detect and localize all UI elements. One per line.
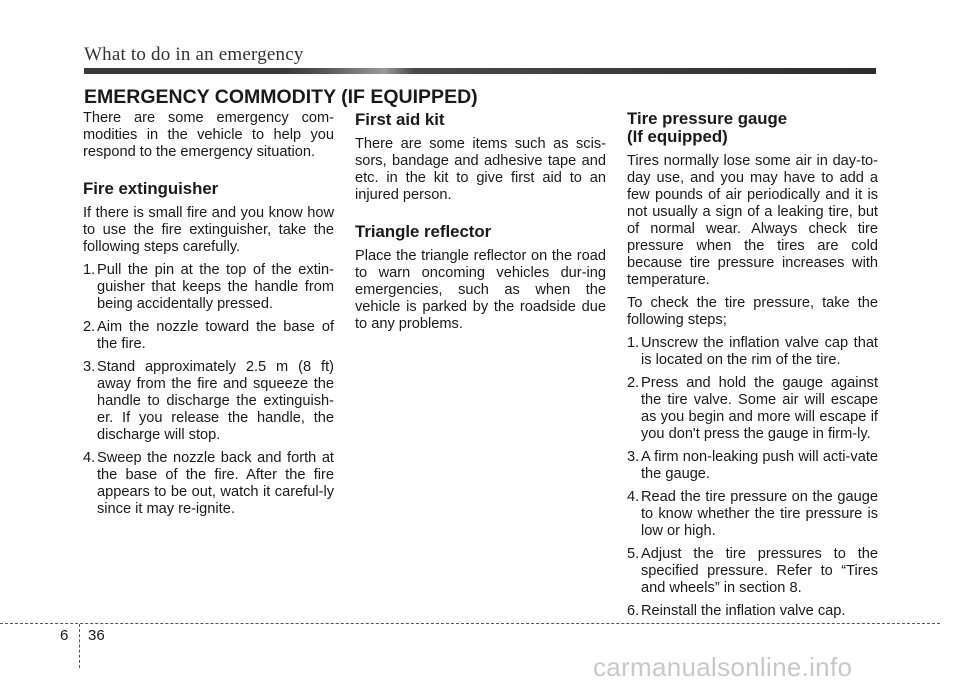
intro-paragraph: There are some emergency com-modities in the vehicle to help you respond to the emergency situation.: [83, 110, 334, 160]
page-number: 36: [88, 627, 105, 644]
step-number: 4.: [627, 489, 640, 505]
step-number: 6.: [627, 603, 640, 619]
step-text: Adjust the tire pressures to the specified pressure. Refer to “Tires and wheels” in section 8.: [641, 546, 878, 596]
header-rule: [84, 68, 876, 74]
triangle-reflector-heading: Triangle reflector: [355, 222, 492, 241]
list-item: [627, 375, 878, 443]
fire-extinguisher-text: If there is small fire and you know how to use the fire extinguisher, take the following steps carefully.: [83, 205, 334, 255]
fire-extinguisher-steps: [83, 262, 334, 518]
step-number: 4.: [83, 450, 96, 466]
tire-pressure-gauge-heading-line1: Tire pressure gauge: [627, 109, 788, 128]
list-item: [83, 319, 334, 353]
list-item: [627, 449, 878, 483]
step-text: Unscrew the inflation valve cap that is located on the rim of the tire.: [641, 335, 878, 368]
step-number: 3.: [627, 449, 640, 465]
tire-pressure-gauge-heading: [627, 110, 878, 146]
step-text: Pull the pin at the top of the extin-guisher that keeps the handle from being accidentally pressed.: [97, 262, 334, 312]
first-aid-kit-heading: First aid kit: [355, 110, 445, 129]
step-text: Reinstall the inflation valve cap.: [641, 603, 846, 619]
list-item: [83, 450, 334, 518]
list-item: [627, 546, 878, 597]
tire-pressure-gauge-text: Tires normally lose some air in day-to-day use, and you may have to add a few pounds of air periodically and it is not usually a sign of a leaking tire, but of normal wear. Always check tire pressure when the tires are cold because tire pressure increases with temperature.: [627, 153, 878, 288]
list-item: [83, 359, 334, 444]
step-number: 3.: [83, 359, 96, 375]
step-number: 2.: [83, 319, 96, 335]
list-item: [627, 603, 878, 620]
chapter-number: 6: [60, 627, 69, 644]
list-item: [627, 489, 878, 540]
section-title: EMERGENCY COMMODITY (IF EQUIPPED): [84, 86, 478, 108]
triangle-reflector-text: Place the triangle reflector on the road to warn oncoming vehicles dur-ing emergencies, such as when the vehicle is parked by the roadside due to any problems.: [355, 248, 606, 332]
tire-pressure-gauge-text-2: To check the tire pressure, take the following steps;: [627, 295, 878, 328]
step-number: 5.: [627, 546, 640, 562]
step-text: Stand approximately 2.5 m (8 ft) away from the fire and squeeze the handle to discharge the extinguish-er. If you release the handle, the discharge will stop.: [97, 359, 334, 443]
footer-rule: [0, 623, 940, 624]
column-middle: [355, 110, 606, 339]
step-text: Sweep the nozzle back and forth at the base of the fire. After the fire appears to be out, watch it careful-ly since it may re-ignite.: [97, 450, 334, 517]
tire-pressure-gauge-heading-line2: (If equipped): [627, 127, 728, 146]
step-text: A firm non-leaking push will acti-vate the gauge.: [641, 449, 878, 482]
page-header-title: What to do in an emergency: [84, 44, 304, 65]
footer-divider: [79, 624, 80, 668]
column-right: [627, 110, 878, 626]
step-number: 1.: [83, 262, 96, 278]
fire-extinguisher-heading: Fire extinguisher: [83, 179, 219, 198]
tire-pressure-steps: [627, 335, 878, 620]
step-text: Aim the nozzle toward the base of the fire.: [97, 319, 334, 352]
first-aid-kit-text: There are some items such as scis-sors, bandage and adhesive tape and etc. in the kit to give first aid to an injured person.: [355, 136, 606, 203]
step-text: Read the tire pressure on the gauge to know whether the tire pressure is low or high.: [641, 489, 878, 539]
step-text: Press and hold the gauge against the tire valve. Some air will escape as you begin and more will escape if you don't press the gauge in firm-ly.: [641, 375, 878, 442]
watermark: carmanualsonline.info: [593, 652, 853, 682]
list-item: [627, 335, 878, 369]
step-number: 1.: [627, 335, 640, 351]
list-item: [83, 262, 334, 313]
step-number: 2.: [627, 375, 640, 391]
column-left: [83, 110, 334, 524]
